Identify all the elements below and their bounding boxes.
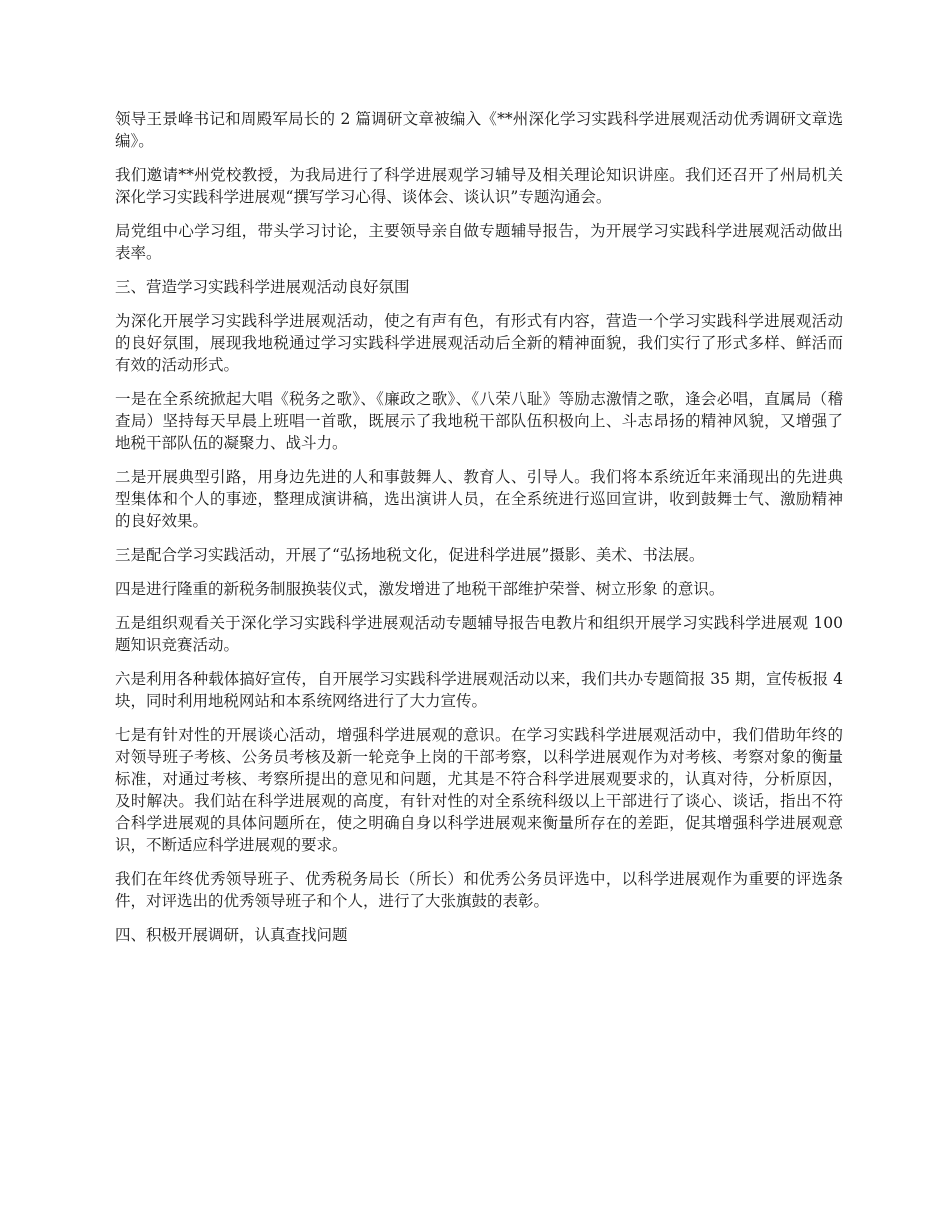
- paragraph-item-five-quiz: 五是组织观看关于深化学习实践科学进展观活动专题辅导报告电教片和组织开展学习实践科学进展观 100 题知识竞赛活动。: [115, 614, 843, 654]
- paragraph-item-seven-talks: 七是有针对性的开展谈心活动，增强科学进展观的意识。在学习实践科学进展观活动中，我们借助年终的对领导班子考核、公务员考核及新一轮竞争上岗的干部考察，以科学进展观作为对考核、考察对象的衡量标准，对通过考核、考察所提出的意见和问题，尤其是不符合科学进展观要求的，认真对待，分析原因，及时解决。我们站在科学进展观的高度，有针对性的对全系统科级以上干部进行了谈心、谈话，指出不符合科学进展观的具体问题所在，使之明确自身以科学进展观来衡量所存在的差距，促其增强科学进展观意识，不断适应科学进展观的要求。: [115, 726, 843, 854]
- paragraph-central-study-group: 局党组中心学习组，带头学习讨论，主要领导亲自做专题辅导报告，为开展学习实践科学进展观活动做出表率。: [115, 222, 843, 262]
- document-body: [115, 108, 843, 958]
- section-heading-four: 四、积极开展调研，认真查找问题: [115, 926, 348, 944]
- paragraph-party-school-lecture: 我们邀请**州党校教授，为我局进行了科学进展观学习辅导及相关理论知识讲座。我们还召开了州局机关深化学习实践科学进展观“撰写学习心得、谈体会、谈认识”专题沟通会。: [115, 166, 843, 206]
- paragraph-item-two-models: 二是开展典型引路，用身边先进的人和事鼓舞人、教育人、引导人。我们将本系统近年来涌现出的先进典型集体和个人的事迹，整理成演讲稿，选出演讲人员，在全系统进行巡回宣讲，收到鼓舞士气、激励精神的良好效果。: [115, 468, 843, 530]
- paragraph-item-six-publicity: 六是利用各种载体搞好宣传，自开展学习实践科学进展观活动以来，我们共办专题简报 35 期，宣传板报 4 块，同时利用地税网站和本系统网络进行了大力宣传。: [115, 670, 843, 710]
- section-heading-three: 三、营造学习实践科学进展观活动良好氛围: [115, 278, 410, 296]
- paragraph-item-three-exhibition: 三是配合学习实践活动，开展了“弘扬地税文化，促进科学进展”摄影、美术、书法展。: [115, 546, 705, 564]
- paragraph-item-four-uniform: 四是进行隆重的新税务制服换装仪式，激发增进了地税干部维护荣誉、树立形象 的意识。: [115, 580, 725, 598]
- paragraph-year-end-awards: 我们在年终优秀领导班子、优秀税务局长（所长）和优秀公务员评选中，以科学进展观作为重要的评选条件，对评选出的优秀领导班子和个人，进行了大张旗鼓的表彰。: [115, 870, 843, 910]
- paragraph-research-articles: 领导王景峰书记和周殿军局长的 2 篇调研文章被编入《**州深化学习实践科学进展观活动优秀调研文章选编》。: [115, 110, 843, 150]
- paragraph-item-one-songs: 一是在全系统掀起大唱《税务之歌》、《廉政之歌》、《八荣八耻》等励志激情之歌，逢会必唱，直属局（稽查局）坚持每天早晨上班唱一首歌，既展示了我地税干部队伍积极向上、斗志昂扬的精神风貌，又增强了地税干部队伍的凝聚力、战斗力。: [115, 390, 843, 452]
- paragraph-atmosphere-intro: 为深化开展学习实践科学进展观活动，使之有声有色，有形式有内容，营造一个学习实践科学进展观活动的良好氛围，展现我地税通过学习实践科学进展观活动后全新的精神面貌，我们实行了形式多样、鲜活而有效的活动形式。: [115, 312, 843, 374]
